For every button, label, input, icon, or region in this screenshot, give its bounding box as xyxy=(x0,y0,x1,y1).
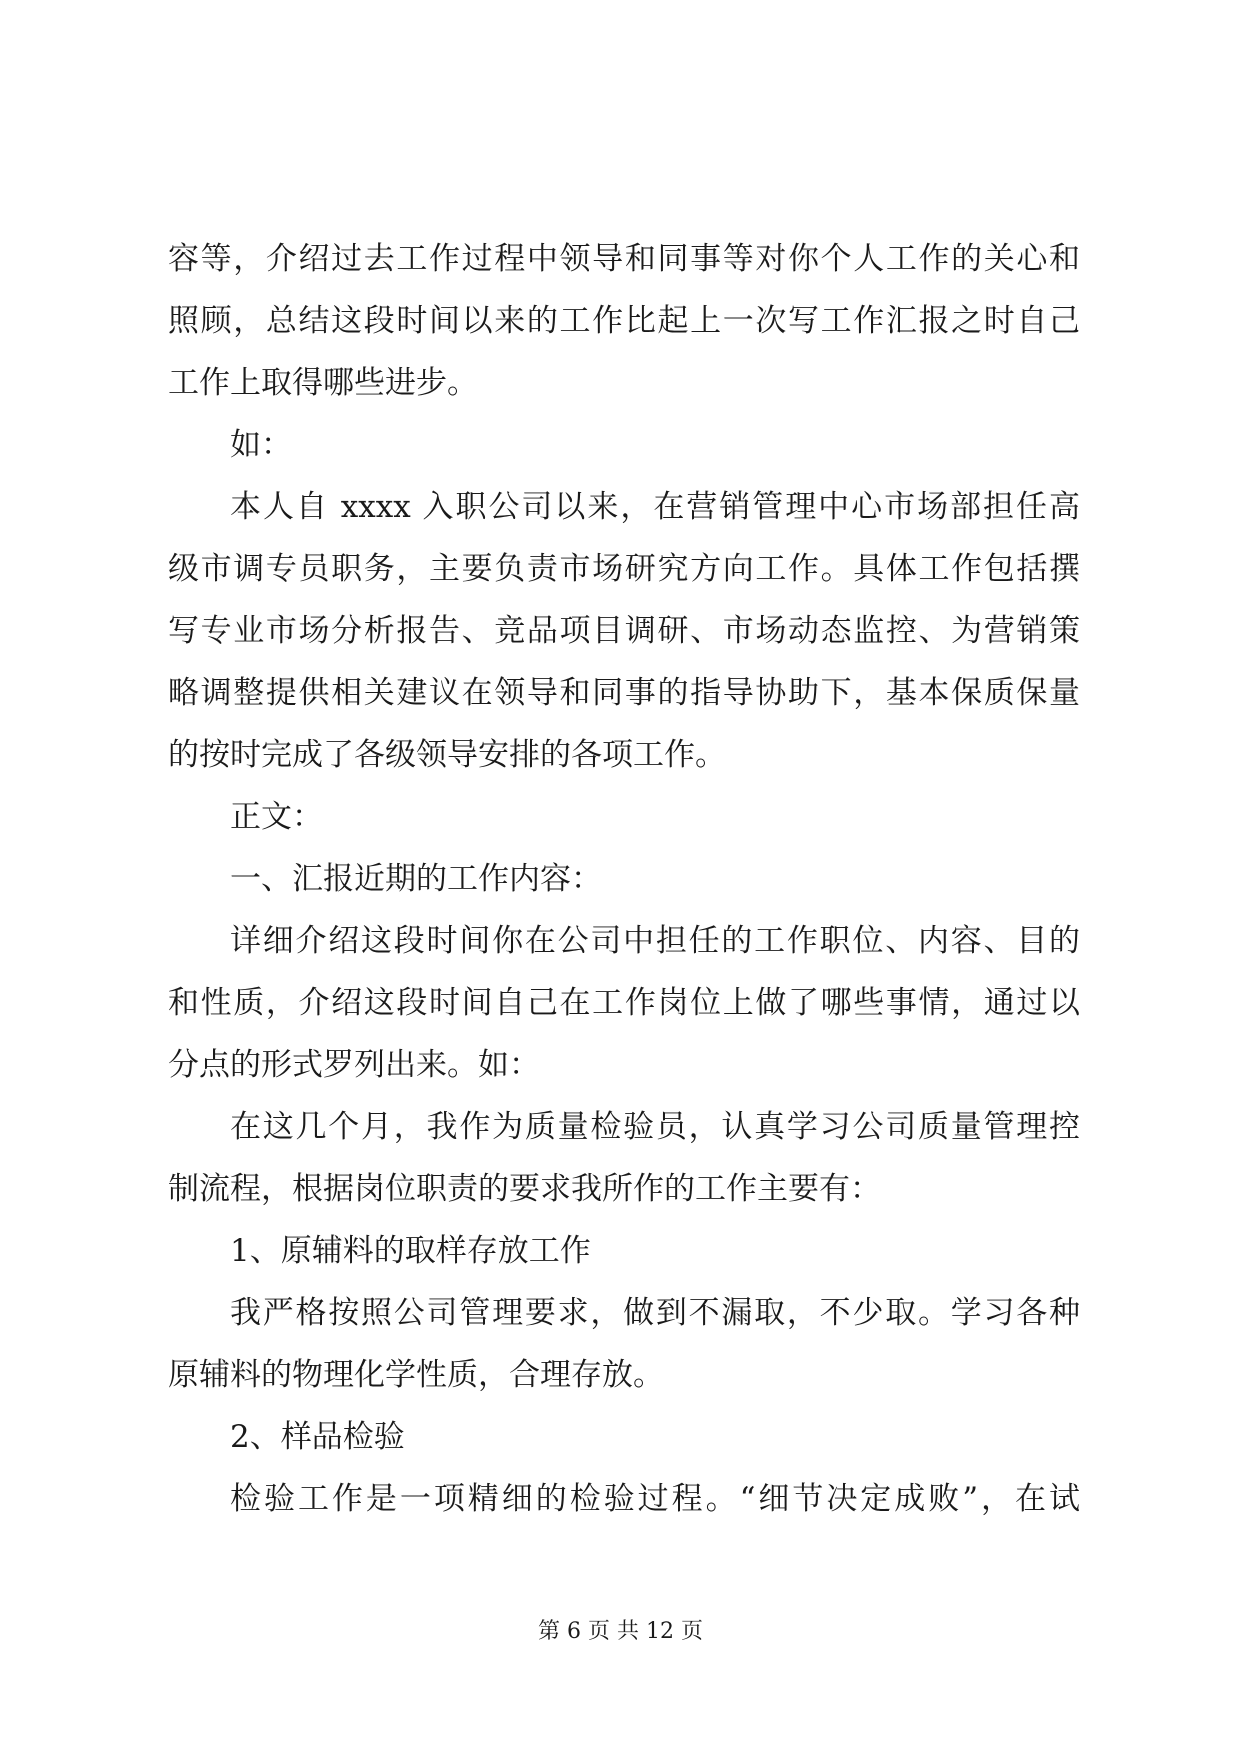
text-line: 1、原辅料的取样存放工作 xyxy=(230,1233,591,1269)
text-line: 和性质，介绍这段时间自己在工作岗位上做了哪些事情，通过以 xyxy=(168,985,1080,1021)
text-line: 级市调专员职务，主要负责市场研究方向工作。具体工作包括撰 xyxy=(168,551,1080,587)
text-line: 略调整提供相关建议在领导和同事的指导协助下，基本保质保量 xyxy=(168,675,1080,711)
text-line: 分点的形式罗列出来。如： xyxy=(168,1047,540,1083)
text-line: 如： xyxy=(230,427,292,463)
text-line: 正文： xyxy=(230,799,323,835)
body-text xyxy=(168,228,1080,1530)
text-line: 写专业市场分析报告、竞品项目调研、市场动态监控、为营销策 xyxy=(168,613,1080,649)
text-line: 详细介绍这段时间你在公司中担任的工作职位、内容、目的 xyxy=(230,923,1080,959)
text-line: 容等，介绍过去工作过程中领导和同事等对你个人工作的关心和 xyxy=(168,241,1080,277)
text-line: 检验工作是一项精细的检验过程。“细节决定成败”，在试 xyxy=(230,1481,1080,1517)
text-line: 照顾，总结这段时间以来的工作比起上一次写工作汇报之时自己 xyxy=(168,303,1080,339)
text-line: 一、汇报近期的工作内容： xyxy=(230,861,602,897)
text-line: 我严格按照公司管理要求，做到不漏取，不少取。学习各种 xyxy=(230,1295,1080,1331)
text-line: 2、样品检验 xyxy=(230,1419,405,1455)
text-line: 工作上取得哪些进步。 xyxy=(168,365,478,401)
text-line: 制流程，根据岗位职责的要求我所作的工作主要有： xyxy=(168,1171,881,1207)
text-line: 原辅料的物理化学性质，合理存放。 xyxy=(168,1357,664,1393)
text-line: 本人自 xxxx 入职公司以来，在营销管理中心市场部担任高 xyxy=(230,489,1080,525)
text-line: 在这几个月，我作为质量检验员，认真学习公司质量管理控 xyxy=(230,1109,1080,1145)
text-line: 的按时完成了各级领导安排的各项工作。 xyxy=(168,737,726,773)
page-footer: 第 6 页 共 12 页 xyxy=(538,1619,703,1644)
